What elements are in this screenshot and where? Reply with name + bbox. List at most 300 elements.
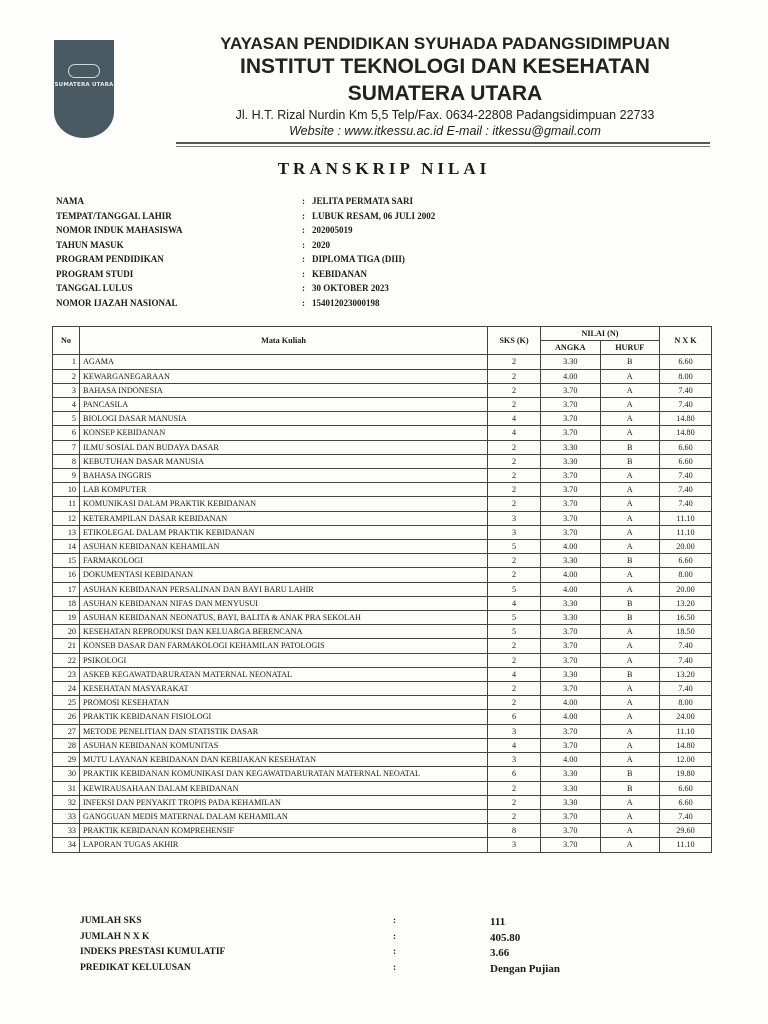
cell-angka: 3.70 — [541, 398, 601, 412]
table-row — [53, 682, 712, 696]
cell-sks: 2 — [488, 383, 541, 397]
info-label: TEMPAT/TANGGAL LAHIR — [56, 210, 172, 221]
cell-nxk: 24.00 — [660, 710, 712, 724]
cell-no: 28 — [53, 738, 80, 752]
table-row — [53, 781, 712, 795]
cell-angka: 3.30 — [541, 795, 601, 809]
table-row — [53, 710, 712, 724]
cell-no: 8 — [53, 454, 80, 468]
cell-nxk: 14.80 — [660, 738, 712, 752]
table-row — [53, 454, 712, 468]
summary-label: PREDIKAT KELULUSAN — [80, 962, 191, 973]
cell-nxk: 6.60 — [660, 795, 712, 809]
info-value: LUBUK RESAM, 06 JULI 2002 — [312, 210, 436, 221]
cell-huruf: B — [600, 554, 660, 568]
summary-colon: : — [393, 962, 397, 973]
header-nilai: NILAI (N) — [541, 327, 660, 341]
cell-angka: 3.70 — [541, 469, 601, 483]
summary-value: 405.80 — [490, 931, 521, 944]
cell-sks: 5 — [488, 582, 541, 596]
cell-course: BAHASA INDONESIA — [80, 383, 488, 397]
table-row — [53, 369, 712, 383]
cell-nxk: 7.40 — [660, 383, 712, 397]
info-label: NOMOR INDUK MAHASISWA — [56, 225, 183, 235]
info-label: TAHUN MASUK — [56, 239, 124, 250]
cell-sks: 5 — [488, 611, 541, 625]
cell-nxk: 29.60 — [660, 824, 712, 838]
cell-no: 29 — [53, 753, 80, 767]
document-title: TRANSKRIP NILAI — [277, 159, 491, 178]
cell-angka: 3.70 — [541, 483, 601, 497]
cell-sks: 2 — [488, 483, 541, 497]
summary-label: INDEKS PRESTASI KUMULATIF — [80, 947, 226, 957]
cell-sks: 2 — [488, 469, 541, 483]
cell-sks: 6 — [488, 710, 541, 724]
cell-course: KEBUTUHAN DASAR MANUSIA — [80, 454, 488, 468]
cell-no: 14 — [53, 540, 80, 554]
cell-nxk: 7.40 — [660, 469, 712, 483]
cell-angka: 3.70 — [541, 525, 601, 539]
summary-value: Dengan Pujian — [490, 962, 560, 975]
cell-angka: 4.00 — [541, 540, 601, 554]
info-colon: : — [302, 268, 305, 279]
cell-angka: 3.70 — [541, 653, 601, 667]
cell-huruf: B — [600, 440, 660, 454]
cell-angka: 4.00 — [541, 753, 601, 767]
table-row — [53, 582, 712, 596]
cell-no: 9 — [53, 469, 80, 483]
cell-huruf: A — [600, 838, 660, 852]
cell-angka: 3.70 — [541, 511, 601, 525]
cell-angka: 4.00 — [541, 710, 601, 724]
header-course: Mata Kuliah — [80, 327, 488, 355]
summary-label: JUMLAH SKS — [80, 916, 142, 926]
cell-course: KOMUNIKASI DALAM PRAKTIK KEBIDANAN — [80, 497, 488, 511]
header-huruf: HURUF — [600, 341, 660, 355]
info-value: 154012023000198 — [312, 297, 380, 308]
cell-angka: 3.30 — [541, 440, 601, 454]
table-row — [53, 724, 712, 738]
table-row — [53, 440, 712, 454]
table-row — [53, 469, 712, 483]
cell-huruf: A — [600, 753, 660, 767]
cell-angka: 3.70 — [541, 497, 601, 511]
cell-course: FARMAKOLOGI — [80, 554, 488, 568]
cell-nxk: 7.40 — [660, 809, 712, 823]
cell-no: 12 — [53, 511, 80, 525]
cell-course: PRAKTIK KEBIDANAN KOMPREHENSIF — [80, 824, 488, 838]
cell-angka: 3.70 — [541, 682, 601, 696]
cell-nxk: 7.40 — [660, 497, 712, 511]
cell-course: KESEHATAN REPRODUKSI DAN KELUARGA BERENCANA — [80, 625, 488, 639]
cell-huruf: A — [600, 824, 660, 838]
cell-sks: 6 — [488, 767, 541, 781]
cell-huruf: A — [600, 653, 660, 667]
table-row — [53, 639, 712, 653]
cell-huruf: A — [600, 497, 660, 511]
institution-contact: Website : www.itkessu.ac.id E-mail : itkessu@gmail.com — [289, 124, 601, 138]
cell-no: 32 — [53, 795, 80, 809]
summary-colon: : — [393, 916, 397, 926]
cell-course: PRAKTIK KEBIDANAN KOMUNIKASI DAN KEGAWATDARURATAN MATERNAL NEOATAL — [80, 767, 488, 781]
info-value: KEBIDANAN — [312, 268, 368, 279]
cell-sks: 3 — [488, 525, 541, 539]
institution-name-line2: SUMATERA UTARA — [347, 82, 543, 105]
info-colon: : — [302, 225, 305, 235]
cell-huruf: A — [600, 639, 660, 653]
cell-angka: 3.70 — [541, 724, 601, 738]
cell-course: ETIKOLEGAL DALAM PRAKTIK KEBIDANAN — [80, 525, 488, 539]
cell-huruf: A — [600, 426, 660, 440]
cell-angka: 3.30 — [541, 554, 601, 568]
cell-no: 33 — [53, 809, 80, 823]
cell-nxk: 6.60 — [660, 554, 712, 568]
table-row — [53, 568, 712, 582]
cell-sks: 2 — [488, 653, 541, 667]
summary-value: 111 — [490, 916, 506, 928]
cell-angka: 4.00 — [541, 696, 601, 710]
table-row — [53, 625, 712, 639]
cell-sks: 2 — [488, 398, 541, 412]
cell-angka: 4.00 — [541, 582, 601, 596]
cell-angka: 3.70 — [541, 625, 601, 639]
cell-course: MUTU LAYANAN KEBIDANAN DAN KEBIJAKAN KESEHATAN — [80, 753, 488, 767]
cell-huruf: A — [600, 582, 660, 596]
table-row — [53, 355, 712, 369]
cell-angka: 3.30 — [541, 781, 601, 795]
cell-angka: 3.70 — [541, 838, 601, 852]
cell-course: GANGGUAN MEDIS MATERNAL DALAM KEHAMILAN — [80, 809, 488, 823]
cell-nxk: 12.00 — [660, 753, 712, 767]
cell-no: 5 — [53, 412, 80, 426]
cell-no: 2 — [53, 369, 80, 383]
cell-huruf: A — [600, 412, 660, 426]
cell-huruf: A — [600, 568, 660, 582]
logo-text: SUMATERA UTARA — [54, 82, 114, 88]
info-label: PROGRAM STUDI — [56, 268, 134, 279]
cell-no: 11 — [53, 497, 80, 511]
table-row — [53, 398, 712, 412]
cell-sks: 2 — [488, 355, 541, 369]
cell-course: ILMU SOSIAL DAN BUDAYA DASAR — [80, 440, 488, 454]
cell-sks: 3 — [488, 753, 541, 767]
table-row — [53, 767, 712, 781]
cell-sks: 2 — [488, 454, 541, 468]
info-label: NOMOR IJAZAH NASIONAL — [56, 297, 178, 308]
cell-no: 34 — [53, 838, 80, 852]
cell-huruf: A — [600, 540, 660, 554]
cell-angka: 3.70 — [541, 383, 601, 397]
cell-course: PSIKOLOGI — [80, 653, 488, 667]
cell-course: KEWARGANEGARAAN — [80, 369, 488, 383]
cell-course: LAPORAN TUGAS AKHIR — [80, 838, 488, 852]
table-row — [53, 383, 712, 397]
table-row — [53, 696, 712, 710]
cell-angka: 3.30 — [541, 667, 601, 681]
grades-table — [52, 326, 712, 853]
info-label: PROGRAM PENDIDIKAN — [56, 254, 164, 264]
cell-course: KEWIRAUSAHAAN DALAM KEBIDANAN — [80, 781, 488, 795]
cell-sks: 2 — [488, 440, 541, 454]
cell-huruf: A — [600, 525, 660, 539]
info-colon: : — [302, 196, 305, 206]
cell-no: 30 — [53, 767, 80, 781]
cell-huruf: A — [600, 398, 660, 412]
cell-course: KETERAMPILAN DASAR KEBIDANAN — [80, 511, 488, 525]
cell-huruf: A — [600, 511, 660, 525]
cell-no: 19 — [53, 611, 80, 625]
cell-nxk: 6.60 — [660, 781, 712, 795]
table-row — [53, 795, 712, 809]
cell-nxk: 8.00 — [660, 568, 712, 582]
table-row — [53, 753, 712, 767]
cell-course: ASUHAN KEBIDANAN NEONATUS, BAYI, BALITA & ANAK PRA SEKOLAH — [80, 611, 488, 625]
cell-no: 13 — [53, 525, 80, 539]
cell-huruf: B — [600, 767, 660, 781]
cell-no: 15 — [53, 554, 80, 568]
cell-course: BAHASA INGGRIS — [80, 469, 488, 483]
cell-nxk: 8.00 — [660, 696, 712, 710]
cell-course: PRAKTIK KEBIDANAN FISIOLOGI — [80, 710, 488, 724]
cell-sks: 2 — [488, 554, 541, 568]
cell-huruf: A — [600, 682, 660, 696]
cell-angka: 3.30 — [541, 611, 601, 625]
info-value: 2020 — [312, 239, 330, 250]
info-value: 30 OKTOBER 2023 — [312, 283, 389, 293]
cell-course: INFEKSI DAN PENYAKIT TROPIS PADA KEHAMILAN — [80, 795, 488, 809]
cell-course: KONSEP KEBIDANAN — [80, 426, 488, 440]
cell-huruf: B — [600, 596, 660, 610]
cell-nxk: 8.00 — [660, 369, 712, 383]
cell-no: 26 — [53, 710, 80, 724]
table-row — [53, 511, 712, 525]
cell-nxk: 6.60 — [660, 440, 712, 454]
cell-no: 20 — [53, 625, 80, 639]
logo-emblem-icon — [68, 64, 100, 78]
cell-no: 27 — [53, 724, 80, 738]
table-row — [53, 525, 712, 539]
summary-value: 3.66 — [490, 947, 510, 959]
cell-huruf: A — [600, 625, 660, 639]
header-sks: SKS (K) — [488, 327, 541, 355]
cell-no: 33 — [53, 824, 80, 838]
cell-angka: 3.70 — [541, 412, 601, 426]
table-row — [53, 611, 712, 625]
cell-no: 21 — [53, 639, 80, 653]
foundation-name: YAYASAN PENDIDIKAN SYUHADA PADANGSIDIMPUAN — [220, 34, 670, 53]
cell-sks: 3 — [488, 724, 541, 738]
cell-course: ASUHAN KEBIDANAN PERSALINAN DAN BAYI BARU LAHIR — [80, 582, 488, 596]
cell-nxk: 7.40 — [660, 653, 712, 667]
cell-huruf: A — [600, 469, 660, 483]
cell-nxk: 19.80 — [660, 767, 712, 781]
cell-no: 7 — [53, 440, 80, 454]
cell-nxk: 7.40 — [660, 639, 712, 653]
cell-no: 18 — [53, 596, 80, 610]
cell-nxk: 11.10 — [660, 724, 712, 738]
cell-sks: 2 — [488, 696, 541, 710]
cell-nxk: 11.10 — [660, 838, 712, 852]
cell-no: 31 — [53, 781, 80, 795]
table-row — [53, 824, 712, 838]
cell-course: PROMOSI KESEHATAN — [80, 696, 488, 710]
cell-sks: 4 — [488, 412, 541, 426]
cell-huruf: A — [600, 710, 660, 724]
cell-course: LAB KOMPUTER — [80, 483, 488, 497]
cell-sks: 4 — [488, 738, 541, 752]
cell-course: PANCASILA — [80, 398, 488, 412]
info-colon: : — [302, 283, 305, 293]
cell-angka: 3.70 — [541, 809, 601, 823]
table-row — [53, 596, 712, 610]
info-label: TANGGAL LULUS — [56, 283, 133, 293]
cell-sks: 2 — [488, 809, 541, 823]
cell-sks: 4 — [488, 426, 541, 440]
cell-huruf: B — [600, 611, 660, 625]
cell-nxk: 7.40 — [660, 398, 712, 412]
cell-nxk: 11.10 — [660, 525, 712, 539]
cell-huruf: A — [600, 483, 660, 497]
cell-angka: 3.30 — [541, 454, 601, 468]
cell-nxk: 6.60 — [660, 454, 712, 468]
cell-sks: 2 — [488, 682, 541, 696]
cell-sks: 2 — [488, 781, 541, 795]
header-divider-thin — [176, 146, 710, 147]
institution-logo — [54, 40, 114, 138]
summary-label: JUMLAH N X K — [80, 931, 150, 942]
table-row — [53, 653, 712, 667]
cell-huruf: A — [600, 809, 660, 823]
cell-angka: 4.00 — [541, 369, 601, 383]
table-row — [53, 483, 712, 497]
cell-course: KESEHATAN MASYARAKAT — [80, 682, 488, 696]
cell-sks: 8 — [488, 824, 541, 838]
info-value: JELITA PERMATA SARI — [312, 196, 414, 206]
cell-course: ASUHAN KEBIDANAN KEHAMILAN — [80, 540, 488, 554]
cell-angka: 3.70 — [541, 738, 601, 752]
cell-sks: 4 — [488, 596, 541, 610]
cell-huruf: A — [600, 738, 660, 752]
info-label: NAMA — [56, 196, 84, 206]
cell-no: 24 — [53, 682, 80, 696]
cell-sks: 5 — [488, 540, 541, 554]
info-value: DIPLOMA TIGA (DIII) — [312, 254, 405, 264]
cell-huruf: A — [600, 795, 660, 809]
cell-huruf: A — [600, 696, 660, 710]
cell-course: METODE PENELITIAN DAN STATISTIK DASAR — [80, 724, 488, 738]
table-row — [53, 412, 712, 426]
summary-colon: : — [393, 947, 397, 957]
institution-address: Jl. H.T. Rizal Nurdin Km 5,5 Telp/Fax. 0634-22808 Padangsidimpuan 22733 — [235, 108, 655, 122]
cell-sks: 2 — [488, 795, 541, 809]
cell-no: 25 — [53, 696, 80, 710]
cell-nxk: 16.50 — [660, 611, 712, 625]
institution-name-line1: INSTITUT TEKNOLOGI DAN KESEHATAN — [240, 55, 650, 78]
cell-sks: 2 — [488, 497, 541, 511]
cell-nxk: 13.20 — [660, 667, 712, 681]
cell-sks: 5 — [488, 625, 541, 639]
info-colon: : — [302, 239, 305, 250]
cell-no: 22 — [53, 653, 80, 667]
cell-huruf: A — [600, 724, 660, 738]
cell-no: 3 — [53, 383, 80, 397]
cell-nxk: 14.80 — [660, 412, 712, 426]
info-colon: : — [302, 210, 305, 221]
cell-no: 23 — [53, 667, 80, 681]
cell-huruf: B — [600, 355, 660, 369]
header-divider — [176, 142, 710, 144]
info-value: 202005019 — [312, 225, 353, 235]
cell-nxk: 11.10 — [660, 511, 712, 525]
cell-nxk: 7.40 — [660, 483, 712, 497]
cell-angka: 3.30 — [541, 596, 601, 610]
cell-course: BIOLOGI DASAR MANUSIA — [80, 412, 488, 426]
table-row — [53, 540, 712, 554]
cell-no: 10 — [53, 483, 80, 497]
table-row — [53, 738, 712, 752]
table-row — [53, 554, 712, 568]
table-row — [53, 497, 712, 511]
table-row — [53, 667, 712, 681]
cell-course: ASKEB KEGAWATDARURATAN MATERNAL NEONATAL — [80, 667, 488, 681]
cell-angka: 3.70 — [541, 426, 601, 440]
header-nxk: N X K — [660, 327, 712, 355]
cell-sks: 2 — [488, 568, 541, 582]
cell-angka: 4.00 — [541, 568, 601, 582]
cell-sks: 3 — [488, 511, 541, 525]
cell-course: AGAMA — [80, 355, 488, 369]
cell-sks: 2 — [488, 639, 541, 653]
header-angka: ANGKA — [541, 341, 601, 355]
cell-angka: 3.70 — [541, 824, 601, 838]
cell-no: 1 — [53, 355, 80, 369]
cell-no: 4 — [53, 398, 80, 412]
cell-course: KONSEB DASAR DAN FARMAKOLOGI KEHAMILAN PATOLOGIS — [80, 639, 488, 653]
table-row — [53, 809, 712, 823]
cell-nxk: 20.00 — [660, 582, 712, 596]
info-colon: : — [302, 297, 305, 308]
cell-no: 6 — [53, 426, 80, 440]
cell-huruf: B — [600, 667, 660, 681]
summary-colon: : — [393, 931, 397, 942]
cell-sks: 2 — [488, 369, 541, 383]
cell-huruf: B — [600, 454, 660, 468]
cell-nxk: 7.40 — [660, 682, 712, 696]
cell-sks: 4 — [488, 667, 541, 681]
cell-huruf: A — [600, 383, 660, 397]
cell-angka: 3.30 — [541, 767, 601, 781]
cell-nxk: 13.20 — [660, 596, 712, 610]
cell-course: DOKUMENTASI KEBIDANAN — [80, 568, 488, 582]
cell-angka: 3.30 — [541, 355, 601, 369]
cell-nxk: 20.00 — [660, 540, 712, 554]
cell-sks: 3 — [488, 838, 541, 852]
cell-no: 17 — [53, 582, 80, 596]
cell-nxk: 6.60 — [660, 355, 712, 369]
cell-nxk: 18.50 — [660, 625, 712, 639]
cell-course: ASUHAN KEBIDANAN KOMUNITAS — [80, 738, 488, 752]
header-no: No — [53, 327, 80, 355]
table-row — [53, 838, 712, 852]
cell-no: 16 — [53, 568, 80, 582]
table-row — [53, 426, 712, 440]
cell-huruf: A — [600, 369, 660, 383]
cell-huruf: B — [600, 781, 660, 795]
cell-nxk: 14.80 — [660, 426, 712, 440]
info-colon: : — [302, 254, 305, 264]
cell-course: ASUHAN KEBIDANAN NIFAS DAN MENYUSUI — [80, 596, 488, 610]
cell-angka: 3.70 — [541, 639, 601, 653]
